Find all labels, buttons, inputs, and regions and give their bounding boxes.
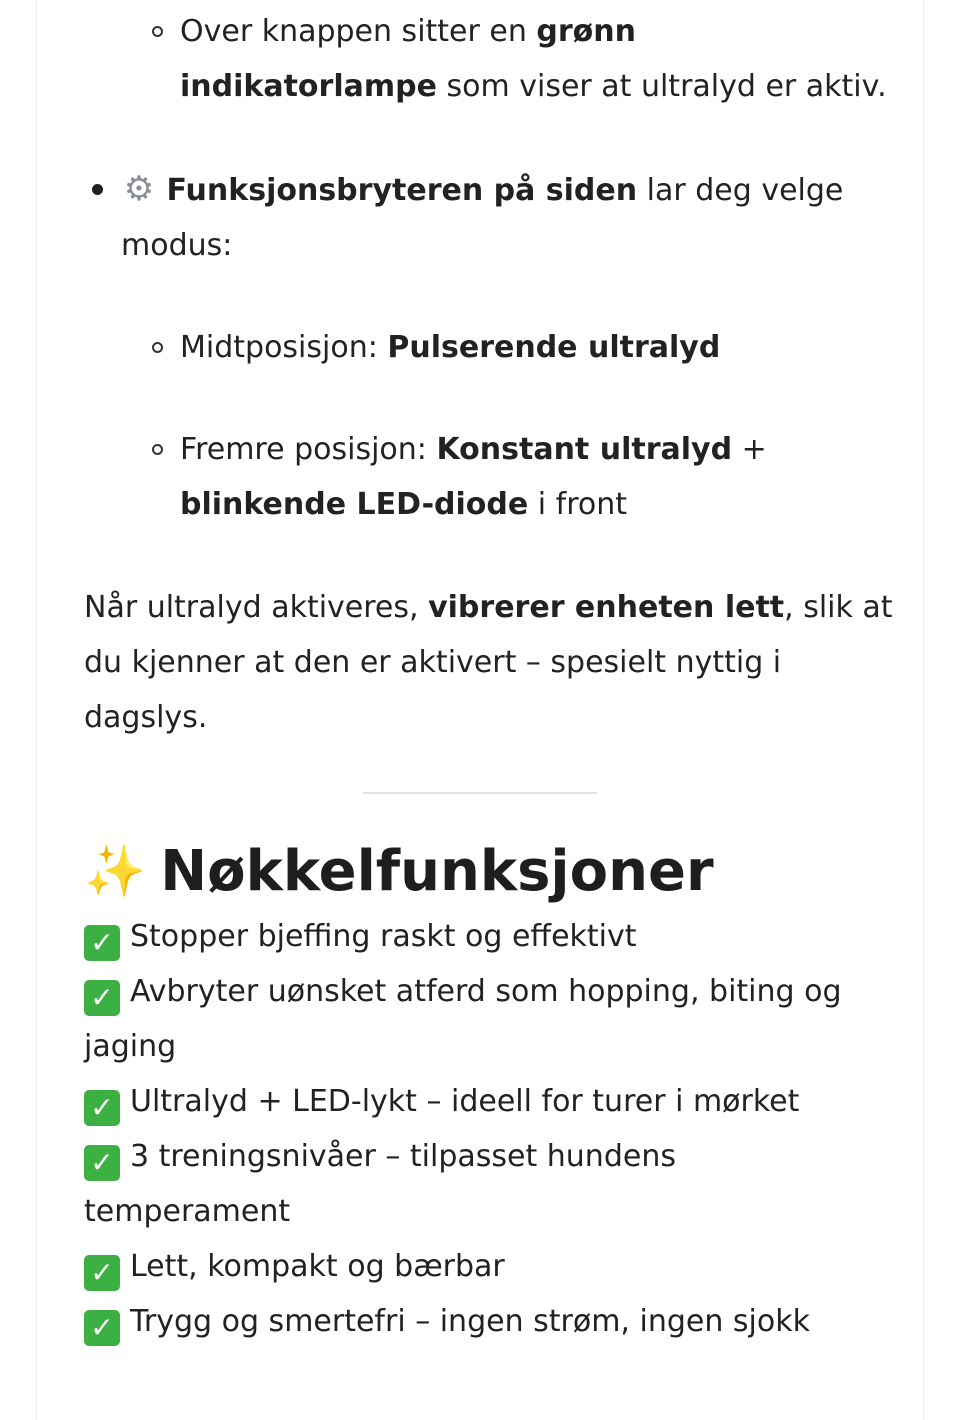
feature-item-continuation: temperament (84, 1194, 291, 1229)
paragraph-line: Når ultralyd aktiveres, vibrerer enheten lett, slik at (84, 590, 893, 625)
feature-item: ✓ Stopper bjeffing raskt og effektivt (84, 909, 884, 964)
gear-icon: ⚙ (123, 169, 155, 209)
paragraph-line: dagslys. (84, 700, 208, 735)
feature-item: ✓ Trygg og smertefri – ingen strøm, ingen sjokk (84, 1294, 884, 1349)
check-icon: ✓ (84, 1255, 120, 1291)
list-item-line: indikatorlampe som viser at ultralyd er aktiv. (180, 69, 887, 104)
disc-bullet-icon (92, 184, 103, 195)
list-item-line: blinkende LED-diode i front (180, 487, 628, 522)
section-divider (363, 792, 597, 794)
list-item-line: Fremre posisjon: Konstant ultralyd + (180, 432, 767, 467)
list-item-line: Midtposisjon: Pulserende ultralyd (180, 330, 721, 365)
paragraph-vibration (84, 580, 893, 745)
check-icon: ✓ (84, 925, 120, 961)
check-icon: ✓ (84, 1090, 120, 1126)
list-item-line: Over knappen sitter en grønn (180, 14, 636, 49)
list-item-line: modus: (121, 228, 233, 263)
check-icon: ✓ (84, 1310, 120, 1346)
section-heading: ✨ Nøkkelfunksjoner (84, 836, 714, 907)
paragraph-line: du kjenner at den er aktivert – spesielt nyttig i (84, 645, 782, 680)
list-item-front-position (180, 422, 880, 532)
circle-bullet-icon (152, 342, 163, 353)
feature-item: ✓ Lett, kompakt og bærbar (84, 1239, 884, 1294)
list-item-indicator (180, 4, 887, 114)
feature-item: ✓ Avbryter uønsket atferd som hopping, biting og (84, 964, 884, 1019)
feature-item-continuation: jaging (84, 1029, 177, 1064)
feature-item: ✓ Ultralyd + LED-lykt – ideell for turer i mørket (84, 1074, 884, 1129)
list-item-line: ⚙ Funksjonsbryteren på siden lar deg velge (121, 162, 841, 218)
check-icon: ✓ (84, 980, 120, 1016)
sparkles-icon: ✨ (84, 842, 147, 900)
list-item-mid-position (180, 320, 880, 375)
list-item-mode-switch (121, 162, 844, 273)
circle-bullet-icon (152, 26, 163, 37)
feature-list (84, 909, 884, 1349)
circle-bullet-icon (152, 444, 163, 455)
feature-item: ✓ 3 treningsnivåer – tilpasset hundens (84, 1129, 884, 1184)
check-icon: ✓ (84, 1145, 120, 1181)
